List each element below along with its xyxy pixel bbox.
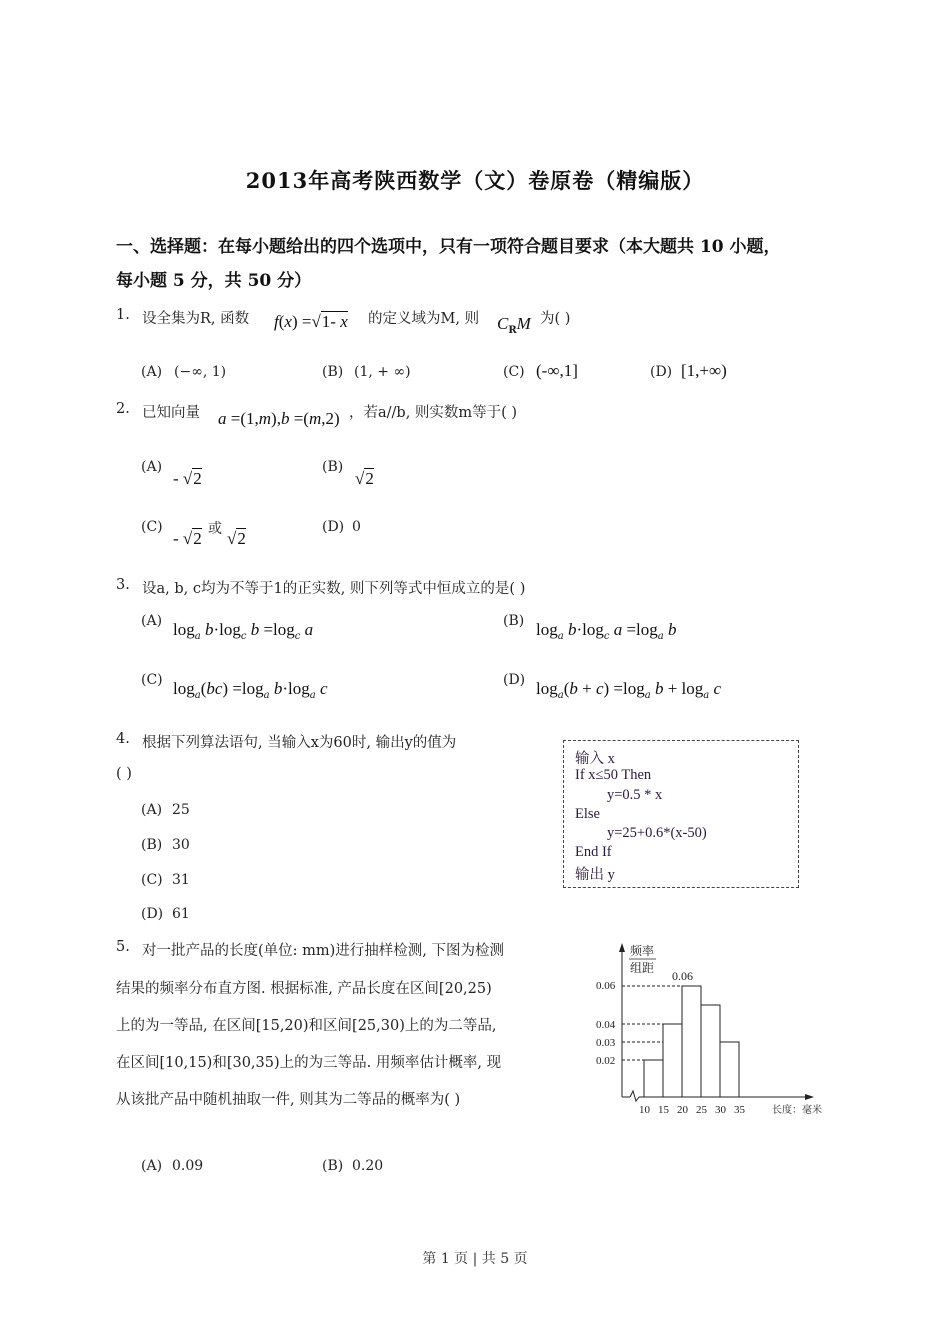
question-number: 5.	[116, 939, 130, 955]
option-d-value: 0	[352, 519, 361, 535]
page-footer: 第 1 页 | 共 5 页	[422, 1251, 528, 1267]
option-b-label[interactable]: (B)	[322, 459, 344, 475]
option-a-value: - √2	[173, 469, 202, 488]
option-b-value: (1, + ∞)	[354, 364, 411, 380]
option-a-value: $\log_a b\cdot\log_c$ $b =\log_c$ a	[173, 620, 314, 642]
question-text: ，若a//b, 则实数m等于( )	[349, 405, 518, 421]
question-text: 已知向量	[142, 405, 200, 421]
question-number: 1.	[116, 307, 130, 323]
option-c-value: $\log_a(bc) =\log_a$ $b\cdot\log_a$ c	[173, 679, 328, 701]
svg-text:10: 10	[639, 1104, 650, 1116]
option-b-label[interactable]: (B)	[322, 1158, 344, 1174]
svg-text:20: 20	[677, 1104, 688, 1116]
formula-complement: $C_RM$	[497, 314, 531, 336]
question-text-line: 结果的频率分布直方图. 根据标准, 产品长度在区间[20,25)	[116, 981, 492, 997]
option-b-label[interactable]: (B)	[503, 613, 525, 629]
question-number: 2.	[116, 401, 130, 417]
svg-text:0.02: 0.02	[596, 1055, 616, 1067]
option-a-value: (−∞, 1)	[174, 364, 227, 380]
svg-text:15: 15	[658, 1104, 669, 1116]
option-d-value: 61	[172, 906, 190, 922]
algorithm-line: Else	[575, 806, 600, 822]
question-number: 3.	[116, 577, 130, 593]
option-d-label[interactable]: (D)	[141, 906, 164, 922]
algorithm-line: y=25+0.6*(x-50)	[607, 825, 707, 841]
option-a-label[interactable]: (A)	[141, 802, 163, 818]
y-axis-label-bottom: 组距	[630, 961, 655, 975]
option-d-value: [1,+∞)	[681, 361, 727, 380]
question-text: 根据下列算法语句, 当输入x为60时, 输出y的值为	[142, 735, 457, 751]
option-d-label[interactable]: (D)	[650, 364, 673, 380]
svg-text:35: 35	[734, 1104, 745, 1116]
option-d-value: $\log_a(b + c) =\log_a$ $b + \log_a c$	[536, 679, 722, 701]
x-axis-label: 长度：毫米	[772, 1105, 822, 1116]
algorithm-box	[563, 740, 799, 888]
option-c-label[interactable]: (C)	[141, 519, 163, 535]
question-text: 设全集为R, 函数	[142, 311, 250, 327]
question-text-line2: ( )	[116, 766, 132, 782]
option-b-value: $\log_a b\cdot\log_c$ $a =\log_a$ b	[536, 620, 677, 642]
question-text: 设a, b, c均为不等于1的正实数, 则下列等式中恒成立的是( )	[142, 581, 526, 597]
option-d-label[interactable]: (D)	[503, 672, 526, 688]
question-text: 为( )	[540, 311, 571, 327]
option-b-label[interactable]: (B)	[322, 364, 344, 380]
page-title: 2013年高考陕西数学（文）卷原卷（精编版）	[245, 168, 705, 193]
option-c-or: 或	[208, 521, 222, 537]
option-a-label[interactable]: (A)	[141, 459, 163, 475]
option-a-label[interactable]: (A)	[141, 364, 163, 380]
svg-text:30: 30	[715, 1104, 726, 1116]
option-b-value: 30	[172, 837, 190, 853]
option-a-label[interactable]: (A)	[141, 1158, 163, 1174]
option-c-label[interactable]: (C)	[141, 872, 163, 888]
formula-vectors: a =(1,m),b =(m,2)	[218, 409, 340, 428]
option-b-label[interactable]: (B)	[141, 837, 163, 853]
option-b-value: 0.20	[352, 1158, 384, 1174]
bar-annotation: 0.06	[672, 969, 693, 983]
algorithm-line: 输出 y	[575, 867, 615, 883]
option-c-value: - √2	[173, 529, 202, 548]
question-text-line: 上的为一等品, 在区间[15,20)和区间[25,30)上的为二等品,	[116, 1018, 497, 1034]
option-c-value: 31	[172, 872, 190, 888]
algorithm-line: End If	[575, 844, 612, 860]
section-heading-line2: 每小题 5 分，共 50 分）	[116, 271, 312, 291]
option-c-label[interactable]: (C)	[141, 672, 163, 688]
formula-fx: f(x) =√1- x	[274, 312, 348, 331]
option-a-value: 25	[172, 802, 190, 818]
option-b-value: √2	[355, 469, 374, 488]
question-text: 的定义域为M, 则	[368, 311, 480, 327]
y-axis-label-top: 频率	[630, 944, 655, 958]
svg-text:0.03: 0.03	[596, 1037, 616, 1049]
question-text-line: 对一批产品的长度(单位: mm)进行抽样检测, 下图为检测	[142, 943, 505, 959]
algorithm-line: y=0.5 * x	[607, 787, 663, 803]
section-heading-line1: 一、选择题：在每小题给出的四个选项中，只有一项符合题目要求（本大题共 10 小题，	[116, 237, 781, 257]
svg-text:25: 25	[696, 1104, 707, 1116]
question-number: 4.	[116, 731, 130, 747]
algorithm-line: 输入 x	[575, 751, 615, 767]
option-a-label[interactable]: (A)	[141, 613, 163, 629]
option-d-label[interactable]: (D)	[322, 519, 345, 535]
frequency-histogram	[590, 935, 840, 1120]
option-c-value-2: √2	[227, 529, 246, 548]
option-c-label[interactable]: (C)	[503, 364, 525, 380]
option-a-value: 0.09	[172, 1158, 204, 1174]
svg-text:0.06: 0.06	[596, 980, 616, 992]
algorithm-line: If x≤50 Then	[575, 767, 652, 783]
svg-text:0.04: 0.04	[596, 1019, 616, 1031]
option-c-value: (-∞,1]	[536, 361, 578, 380]
question-text-line: 在区间[10,15)和[30,35)上的为三等品. 用频率估计概率, 现	[116, 1055, 502, 1071]
question-text-line: 从该批产品中随机抽取一件, 则其为二等品的概率为( )	[116, 1092, 461, 1108]
